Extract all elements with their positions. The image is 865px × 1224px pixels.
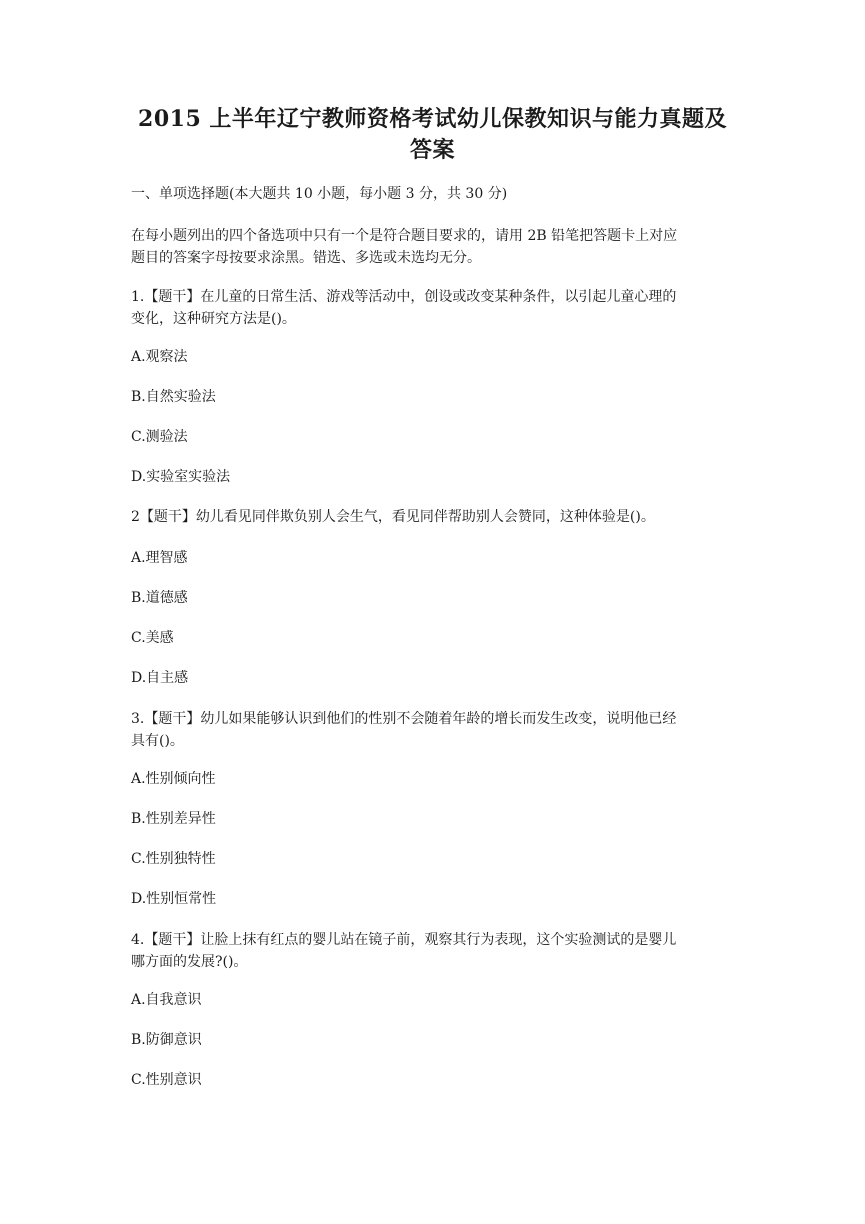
question-stem-line: 1.【题干】在儿童的日常生活、游戏等活动中，创设或改变某种条件，以引起儿童心理的 (131, 289, 677, 305)
question-stem-line: 3.【题干】幼儿如果能够认识到他们的性别不会随着年龄的增长而发生改变，说明他已经 (131, 711, 677, 727)
question-stem-line: 具有()。 (131, 733, 184, 749)
question-1-option-a: A.观察法 (131, 349, 188, 365)
title-line-2: 答案 (409, 137, 455, 163)
instructions-line-2: 题目的答案字母按要求涂黑。错选、多选或未选均无分。 (131, 250, 481, 266)
section-header: 一、单项选择题(本大题共 10 小题，每小题 3 分，共 30 分) (131, 186, 508, 202)
question-2-option-d: D.自主感 (131, 670, 189, 686)
question-3-stem (131, 708, 741, 752)
title-line-1: 2015 上半年辽宁教师资格考试幼儿保教知识与能力真题及 (138, 106, 727, 132)
instructions-line-1: 在每小题列出的四个备选项中只有一个是符合题目要求的，请用 2B 铅笔把答题卡上对应 (131, 228, 678, 244)
question-4-stem (131, 929, 741, 973)
question-4-option-a: A.自我意识 (131, 992, 202, 1008)
question-stem-line: 变化，这种研究方法是()。 (131, 311, 296, 327)
question-2-option-b: B.道德感 (131, 590, 188, 606)
question-stem-line: 哪方面的发展?()。 (131, 954, 248, 970)
question-1-option-b: B.自然实验法 (131, 389, 216, 405)
question-1-option-c: C.测验法 (131, 429, 188, 445)
document-title (100, 104, 765, 166)
question-2-option-a: A.理智感 (131, 550, 188, 566)
question-3-option-d: D.性别恒常性 (131, 891, 217, 907)
question-4-option-b: B.防御意识 (131, 1032, 202, 1048)
question-4-option-c: C.性别意识 (131, 1072, 202, 1088)
question-1-stem (131, 286, 741, 330)
question-3-option-a: A.性别倾向性 (131, 771, 216, 787)
question-stem-line: 4.【题干】让脸上抹有红点的婴儿站在镜子前，观察其行为表现，这个实验测试的是婴儿 (131, 932, 677, 948)
question-1-option-d: D.实验室实验法 (131, 469, 231, 485)
question-2-stem: 2【题干】幼儿看见同伴欺负别人会生气，看见同伴帮助别人会赞同，这种体验是()。 (131, 509, 655, 525)
question-3-option-c: C.性别独特性 (131, 851, 216, 867)
question-3-option-b: B.性别差异性 (131, 811, 216, 827)
instructions (131, 225, 741, 269)
question-2-option-c: C.美感 (131, 630, 174, 646)
